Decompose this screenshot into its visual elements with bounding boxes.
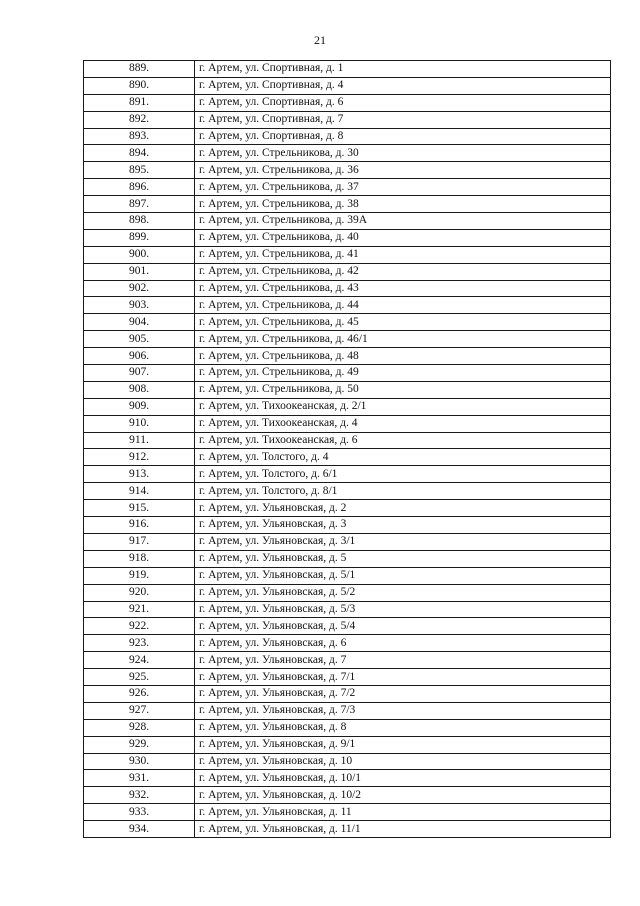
table-row [84, 618, 611, 635]
row-number-cell: 918. [84, 550, 195, 567]
row-number-cell: 893. [84, 128, 195, 145]
row-number-cell: 928. [84, 719, 195, 736]
address-cell: г. Артем, ул. Тихоокеанская, д. 6 [195, 432, 611, 449]
address-cell: г. Артем, ул. Стрельникова, д. 42 [195, 263, 611, 280]
table-row [84, 449, 611, 466]
row-number-cell: 922. [84, 618, 195, 635]
row-number-cell: 911. [84, 432, 195, 449]
table-row [84, 804, 611, 821]
address-cell: г. Артем, ул. Ульяновская, д. 11 [195, 804, 611, 821]
row-number-cell: 932. [84, 787, 195, 804]
row-number-cell: 914. [84, 483, 195, 500]
row-number-cell: 927. [84, 702, 195, 719]
table-row [84, 398, 611, 415]
table-row [84, 111, 611, 128]
row-number-cell: 931. [84, 770, 195, 787]
table-row [84, 213, 611, 230]
table-row [84, 466, 611, 483]
table-row [84, 162, 611, 179]
table-row [84, 685, 611, 702]
address-cell: г. Артем, ул. Толстого, д. 8/1 [195, 483, 611, 500]
address-cell: г. Артем, ул. Ульяновская, д. 10/1 [195, 770, 611, 787]
row-number-cell: 933. [84, 804, 195, 821]
row-number-cell: 921. [84, 601, 195, 618]
row-number-cell: 909. [84, 398, 195, 415]
address-cell: г. Артем, ул. Стрельникова, д. 43 [195, 280, 611, 297]
row-number-cell: 898. [84, 213, 195, 230]
address-cell: г. Артем, ул. Спортивная, д. 6 [195, 94, 611, 111]
address-cell: г. Артем, ул. Стрельникова, д. 36 [195, 162, 611, 179]
row-number-cell: 917. [84, 533, 195, 550]
row-number-cell: 923. [84, 635, 195, 652]
address-cell: г. Артем, ул. Ульяновская, д. 5/4 [195, 618, 611, 635]
table-row [84, 196, 611, 213]
row-number-cell: 901. [84, 263, 195, 280]
table-row [84, 94, 611, 111]
address-cell: г. Артем, ул. Спортивная, д. 1 [195, 61, 611, 78]
row-number-cell: 891. [84, 94, 195, 111]
address-cell: г. Артем, ул. Ульяновская, д. 10 [195, 753, 611, 770]
address-cell: г. Артем, ул. Ульяновская, д. 6 [195, 635, 611, 652]
table-row [84, 381, 611, 398]
row-number-cell: 924. [84, 652, 195, 669]
row-number-cell: 913. [84, 466, 195, 483]
row-number-cell: 915. [84, 500, 195, 517]
table-row [84, 567, 611, 584]
address-cell: г. Артем, ул. Стрельникова, д. 50 [195, 381, 611, 398]
address-cell: г. Артем, ул. Тихоокеанская, д. 2/1 [195, 398, 611, 415]
row-number-cell: 906. [84, 348, 195, 365]
row-number-cell: 919. [84, 567, 195, 584]
address-cell: г. Артем, ул. Стрельникова, д. 46/1 [195, 331, 611, 348]
address-cell: г. Артем, ул. Стрельникова, д. 37 [195, 179, 611, 196]
table-row [84, 61, 611, 78]
table-row [84, 635, 611, 652]
address-cell: г. Артем, ул. Ульяновская, д. 8 [195, 719, 611, 736]
row-number-cell: 929. [84, 736, 195, 753]
address-cell: г. Артем, ул. Тихоокеанская, д. 4 [195, 415, 611, 432]
address-cell: г. Артем, ул. Ульяновская, д. 10/2 [195, 787, 611, 804]
address-cell: г. Артем, ул. Спортивная, д. 7 [195, 111, 611, 128]
address-cell: г. Артем, ул. Ульяновская, д. 5 [195, 550, 611, 567]
address-cell: г. Артем, ул. Стрельникова, д. 39А [195, 213, 611, 230]
table-row [84, 246, 611, 263]
row-number-cell: 890. [84, 77, 195, 94]
table-row [84, 179, 611, 196]
row-number-cell: 930. [84, 753, 195, 770]
table-row [84, 652, 611, 669]
table-row [84, 263, 611, 280]
address-cell: г. Артем, ул. Ульяновская, д. 5/2 [195, 584, 611, 601]
address-cell: г. Артем, ул. Стрельникова, д. 40 [195, 229, 611, 246]
table-row [84, 128, 611, 145]
row-number-cell: 903. [84, 297, 195, 314]
address-cell: г. Артем, ул. Ульяновская, д. 2 [195, 500, 611, 517]
row-number-cell: 899. [84, 229, 195, 246]
table-row [84, 314, 611, 331]
table-row [84, 584, 611, 601]
address-cell: г. Артем, ул. Стрельникова, д. 44 [195, 297, 611, 314]
address-cell: г. Артем, ул. Ульяновская, д. 7 [195, 652, 611, 669]
page-number: 21 [314, 33, 326, 47]
table-row [84, 669, 611, 686]
table-row [84, 821, 611, 838]
table-row [84, 229, 611, 246]
table-row [84, 770, 611, 787]
address-cell: г. Артем, ул. Спортивная, д. 4 [195, 77, 611, 94]
table-row [84, 348, 611, 365]
address-cell: г. Артем, ул. Ульяновская, д. 11/1 [195, 821, 611, 838]
row-number-cell: 920. [84, 584, 195, 601]
address-cell: г. Артем, ул. Стрельникова, д. 38 [195, 196, 611, 213]
table-row [84, 719, 611, 736]
address-cell: г. Артем, ул. Ульяновская, д. 9/1 [195, 736, 611, 753]
address-cell: г. Артем, ул. Ульяновская, д. 3 [195, 517, 611, 534]
row-number-cell: 925. [84, 669, 195, 686]
row-number-cell: 900. [84, 246, 195, 263]
row-number-cell: 892. [84, 111, 195, 128]
address-cell: г. Артем, ул. Толстого, д. 6/1 [195, 466, 611, 483]
table-row [84, 145, 611, 162]
address-cell: г. Артем, ул. Ульяновская, д. 7/2 [195, 685, 611, 702]
table-row [84, 280, 611, 297]
address-cell: г. Артем, ул. Стрельникова, д. 30 [195, 145, 611, 162]
row-number-cell: 916. [84, 517, 195, 534]
row-number-cell: 934. [84, 821, 195, 838]
address-cell: г. Артем, ул. Стрельникова, д. 48 [195, 348, 611, 365]
address-cell: г. Артем, ул. Ульяновская, д. 7/1 [195, 669, 611, 686]
table-row [84, 483, 611, 500]
row-number-cell: 895. [84, 162, 195, 179]
address-cell: г. Артем, ул. Ульяновская, д. 3/1 [195, 533, 611, 550]
table-row [84, 500, 611, 517]
row-number-cell: 926. [84, 685, 195, 702]
table-row [84, 331, 611, 348]
table-row [84, 702, 611, 719]
address-cell: г. Артем, ул. Ульяновская, д. 7/3 [195, 702, 611, 719]
table-row [84, 533, 611, 550]
row-number-cell: 907. [84, 365, 195, 382]
row-number-cell: 889. [84, 61, 195, 78]
row-number-cell: 894. [84, 145, 195, 162]
address-cell: г. Артем, ул. Стрельникова, д. 45 [195, 314, 611, 331]
table-row [84, 432, 611, 449]
table-row [84, 753, 611, 770]
table-row [84, 297, 611, 314]
address-cell: г. Артем, ул. Ульяновская, д. 5/1 [195, 567, 611, 584]
row-number-cell: 910. [84, 415, 195, 432]
address-cell: г. Артем, ул. Толстого, д. 4 [195, 449, 611, 466]
address-cell: г. Артем, ул. Стрельникова, д. 49 [195, 365, 611, 382]
address-cell: г. Артем, ул. Спортивная, д. 8 [195, 128, 611, 145]
address-table-body [84, 61, 611, 838]
address-table [83, 60, 611, 838]
table-row [84, 415, 611, 432]
table-row [84, 517, 611, 534]
table-row [84, 365, 611, 382]
table-row [84, 601, 611, 618]
table-row [84, 787, 611, 804]
row-number-cell: 912. [84, 449, 195, 466]
table-row [84, 550, 611, 567]
table-row [84, 736, 611, 753]
address-cell: г. Артем, ул. Ульяновская, д. 5/3 [195, 601, 611, 618]
address-cell: г. Артем, ул. Стрельникова, д. 41 [195, 246, 611, 263]
row-number-cell: 904. [84, 314, 195, 331]
row-number-cell: 896. [84, 179, 195, 196]
row-number-cell: 897. [84, 196, 195, 213]
row-number-cell: 902. [84, 280, 195, 297]
row-number-cell: 905. [84, 331, 195, 348]
row-number-cell: 908. [84, 381, 195, 398]
table-row [84, 77, 611, 94]
